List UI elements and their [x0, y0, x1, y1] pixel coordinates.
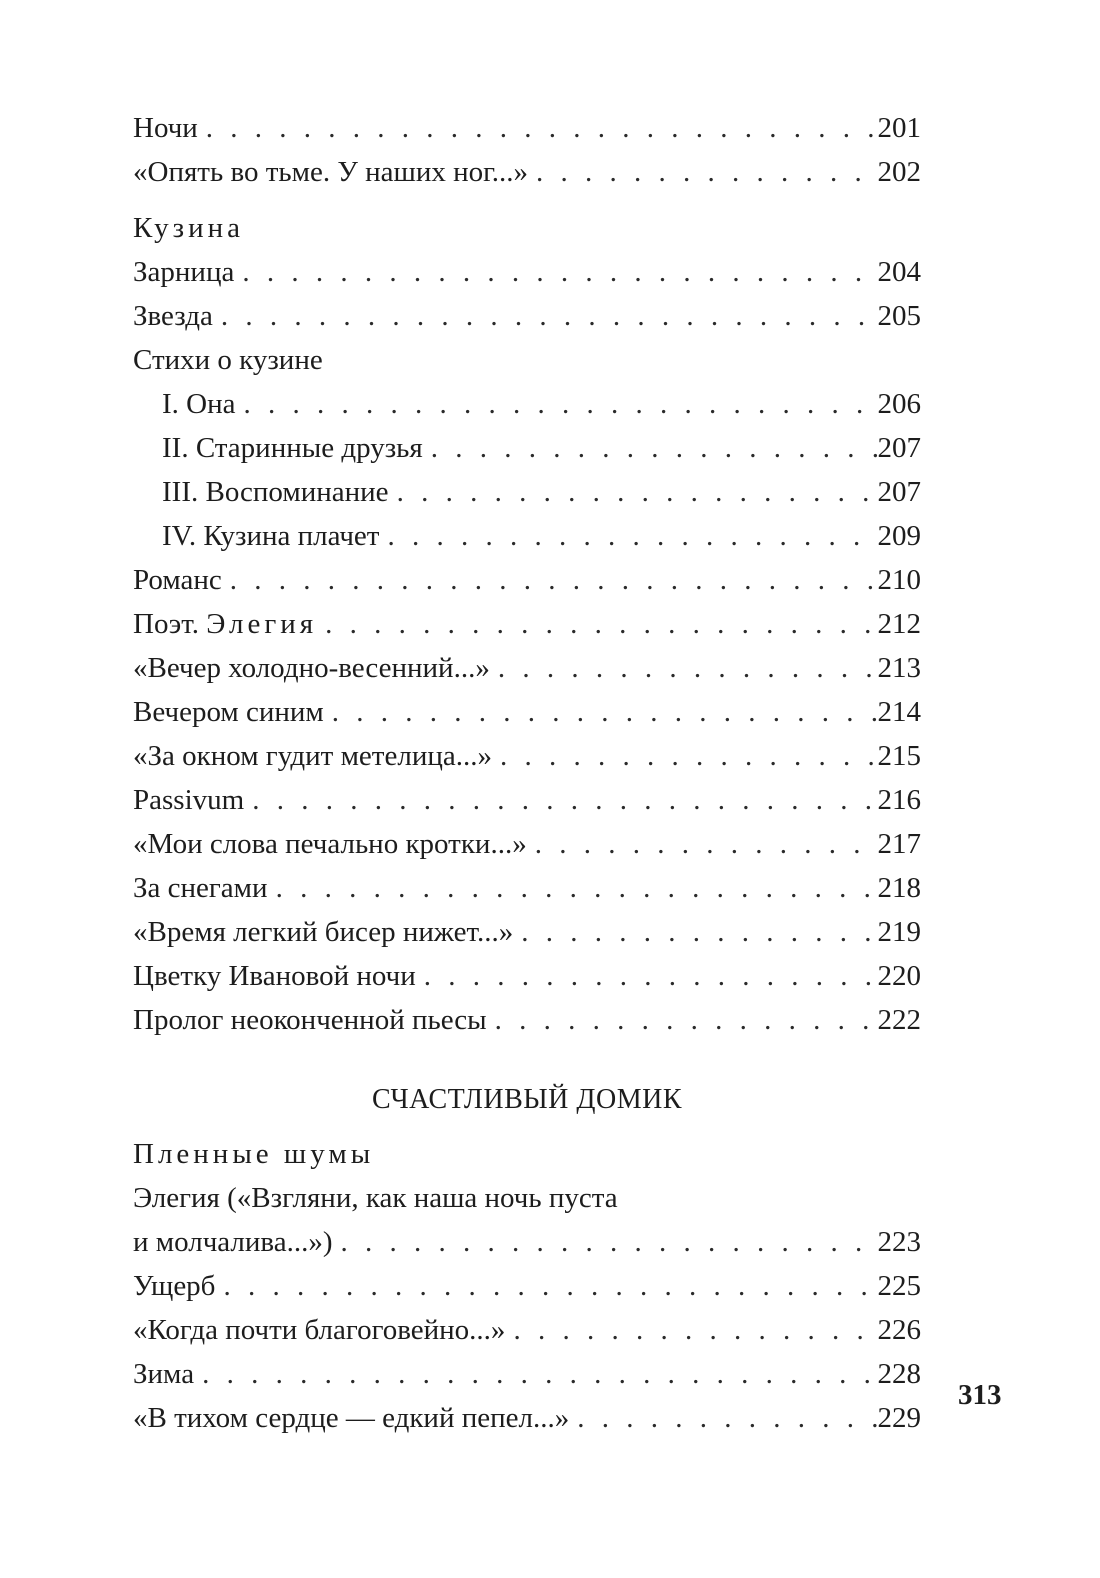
toc-entry-title: Цветку Ивановой ночи [133, 960, 416, 992]
dot-leader [268, 866, 878, 910]
dot-leader [487, 998, 878, 1042]
dot-leader [379, 514, 877, 558]
toc-entry-title: «Мои слова печально кротки...» [133, 828, 527, 860]
dot-leader [505, 1308, 877, 1352]
toc-entry-title: Ночи [133, 112, 198, 144]
spacer [133, 1042, 921, 1068]
toc-entry-page: 218 [877, 872, 921, 904]
toc-group-heading-stikhi: Стихи о кузине [133, 344, 323, 376]
toc-entry-title: «Опять во тьме. У наших ног...» [133, 156, 528, 188]
toc-entry-page: 229 [877, 1402, 921, 1434]
dot-leader [194, 1352, 877, 1396]
dot-leader [528, 150, 878, 194]
toc-entry-title: Романс [133, 564, 222, 596]
toc-entry-title: «В тихом сердце — едкий пепел...» [133, 1402, 570, 1434]
toc-entry [133, 998, 921, 1042]
dot-leader [234, 250, 877, 294]
toc-entry [133, 1396, 921, 1440]
toc-entry [133, 866, 921, 910]
toc-subentry [133, 470, 921, 514]
toc-entry [133, 734, 921, 778]
toc-entry-title-spaced: Элегия [206, 608, 318, 640]
toc-entry [133, 1308, 921, 1352]
toc-entry [133, 294, 921, 338]
toc-entry [133, 1220, 921, 1264]
dot-leader [215, 1264, 877, 1308]
toc-entry-page: 225 [877, 1270, 921, 1302]
dot-leader [333, 1220, 878, 1264]
dot-leader [492, 734, 878, 778]
toc-entry-title: Звезда [133, 300, 213, 332]
toc-entry-page: 217 [877, 828, 921, 860]
dot-leader [236, 382, 878, 426]
toc-entry-title: Пролог неоконченной пьесы [133, 1004, 487, 1036]
toc-entry-title: I. Она [162, 388, 236, 420]
toc-entry-page: 202 [877, 156, 921, 188]
toc-entry-page: 204 [877, 256, 921, 288]
toc-entry-title: II. Старинные друзья [162, 432, 423, 464]
toc-entry-page: 214 [877, 696, 921, 728]
dot-leader [513, 910, 877, 954]
toc-entry-title: Зима [133, 1358, 195, 1390]
toc-entry [133, 250, 921, 294]
toc-entry-page: 220 [877, 960, 921, 992]
toc-subentry [133, 426, 921, 470]
toc-entry-page: 207 [877, 476, 921, 508]
toc-entry [133, 822, 921, 866]
toc-entry-page: 212 [877, 608, 921, 640]
toc-entry [133, 106, 921, 150]
page-number: 313 [958, 1379, 1002, 1411]
cycle-heading-kuzina: Кузина [133, 212, 245, 244]
toc-entry-page: 228 [877, 1358, 921, 1390]
dot-leader [324, 690, 878, 734]
section-title: СЧАСТЛИВЫЙ ДОМИК [371, 1084, 683, 1115]
toc-entry-page: 201 [877, 112, 921, 144]
toc-entry-page: 223 [877, 1226, 921, 1258]
toc-entry-title: За снегами [133, 872, 268, 904]
cycle-heading-plennye-shumy: Пленные шумы [133, 1138, 375, 1170]
dot-leader [423, 426, 878, 470]
table-of-contents [133, 106, 921, 1440]
toc-entry [133, 1352, 921, 1396]
toc-entry-page: 213 [877, 652, 921, 684]
toc-entry-page: 226 [877, 1314, 921, 1346]
toc-entry-page: 222 [877, 1004, 921, 1036]
dot-leader [317, 602, 877, 646]
toc-entry-title: «Время легкий бисер нижет...» [133, 916, 514, 948]
toc-entry [133, 558, 921, 602]
toc-entry-title: «Вечер холодно-весенний...» [133, 652, 490, 684]
toc-entry-title: «Когда почти благоговейно...» [133, 1314, 506, 1346]
toc-entry-title-line2: и молчалива...») [133, 1226, 333, 1258]
toc-subentry [133, 514, 921, 558]
toc-entry-page: 216 [877, 784, 921, 816]
toc-entry [133, 1264, 921, 1308]
toc-entry-title-plain: Поэт. [133, 608, 199, 640]
dot-leader [416, 954, 878, 998]
dot-leader [244, 778, 877, 822]
toc-entry-page: 210 [877, 564, 921, 596]
spacer [133, 194, 921, 206]
dot-leader [490, 646, 878, 690]
toc-entry [133, 954, 921, 998]
toc-entry-page: 219 [877, 916, 921, 948]
dot-leader [198, 106, 878, 150]
dot-leader [213, 294, 878, 338]
toc-entry-page: 207 [877, 432, 921, 464]
toc-entry-page: 215 [877, 740, 921, 772]
toc-entry-title: IV. Кузина плачет [162, 520, 380, 552]
toc-entry-title: Вечером синим [133, 696, 324, 728]
dot-leader [389, 470, 878, 514]
toc-entry-title: III. Воспоминание [162, 476, 389, 508]
toc-entry [133, 690, 921, 734]
toc-entry-title-line1: Элегия («Взгляни, как наша ночь пуста [133, 1182, 618, 1214]
toc-subentry [133, 382, 921, 426]
dot-leader [527, 822, 878, 866]
dot-leader [569, 1396, 877, 1440]
toc-entry-title: Ущерб [133, 1270, 216, 1302]
toc-entry-page: 209 [877, 520, 921, 552]
toc-entry [133, 910, 921, 954]
toc-entry-title: «За окном гудит метелица...» [133, 740, 492, 772]
dot-leader [222, 558, 878, 602]
toc-entry-title: Зарница [133, 256, 235, 288]
toc-entry [133, 646, 921, 690]
toc-entry [133, 602, 921, 646]
toc-entry-title: Passivum [133, 784, 245, 816]
toc-entry-page: 206 [877, 388, 921, 420]
toc-entry-page: 205 [877, 300, 921, 332]
toc-entry [133, 778, 921, 822]
toc-entry [133, 150, 921, 194]
toc-entry-title [133, 602, 317, 646]
